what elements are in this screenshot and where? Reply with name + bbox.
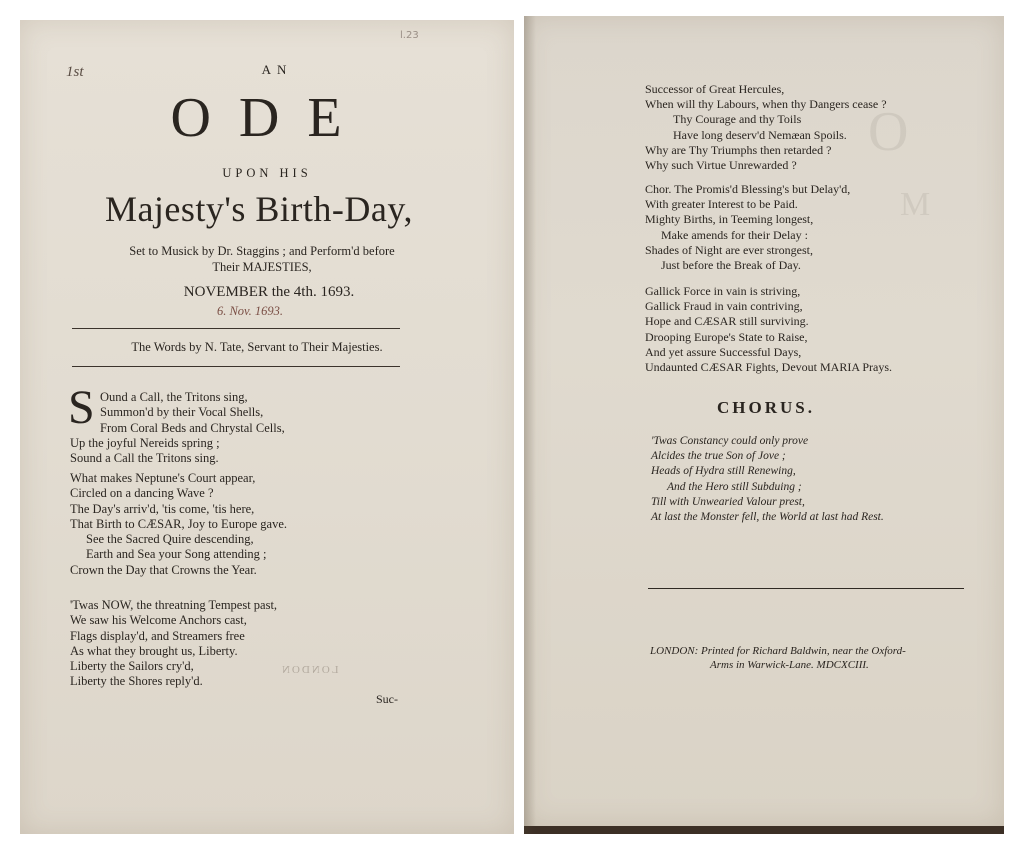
verse-line: And yet assure Successful Days, <box>645 344 802 359</box>
verse-line: Thy Courage and thy Toils <box>673 112 802 127</box>
verse-line: Gallick Fraud in vain contriving, <box>645 299 803 314</box>
right-stanza-2 <box>645 182 850 273</box>
drop-cap: S <box>68 381 95 434</box>
verse-line: Shades of Night are ever strongest, <box>645 242 813 257</box>
bleed-through-majesty: M <box>900 186 933 223</box>
title-upon-his: UPON HIS <box>222 166 312 180</box>
imprint-line-2: Arms in Warwick-Lane. MDCXCIII. <box>710 659 869 671</box>
verse-line: Summon'd by their Vocal Shells, <box>100 405 264 420</box>
verse-line: Just before the Break of Day. <box>661 258 801 273</box>
verse-line: Chor. The Promis'd Blessing's but Delay'd, <box>645 182 851 196</box>
verse-line: Why are Thy Triumphs then retarded ? <box>645 142 832 157</box>
verse-line: Up the joyful Nereids spring ; <box>70 435 220 450</box>
gutter-shadow <box>524 16 536 834</box>
verse-line: With greater Interest to be Paid. <box>645 197 798 212</box>
verse-line: 'Twas NOW, the threatning Tempest past, <box>70 598 278 612</box>
verse-line: We saw his Welcome Anchors cast, <box>70 613 247 628</box>
verse-line: Undaunted CÆSAR Fights, Devout MARIA Prays. <box>645 360 893 375</box>
chorus-stanza <box>651 434 884 525</box>
verse-line: As what they brought us, Liberty. <box>70 643 238 658</box>
title-majestys-birthday: Majesty's Birth-Day, <box>104 189 414 229</box>
verse-line: Successor of Great Hercules, <box>645 82 785 96</box>
words-by-line: The Words by N. Tate, Servant to Their Majesties. <box>131 340 383 354</box>
verse-line: From Coral Beds and Chrystal Cells, <box>100 420 285 435</box>
verse-line: Have long deserv'd Nemæan Spoils. <box>673 127 847 142</box>
verse-line: See the Sacred Quire descending, <box>86 532 254 547</box>
shelf-mark: l.23 <box>400 30 419 41</box>
stanza-3 <box>70 598 277 690</box>
verse-line: Mighty Births, in Teeming longest, <box>645 212 814 227</box>
verse-line: Why such Virtue Unrewarded ? <box>645 158 797 173</box>
verse-line: Ound a Call, the Tritons sing, <box>100 390 248 404</box>
verse-line: 'Twas Constancy could only prove <box>651 435 809 447</box>
verse-line: What makes Neptune's Court appear, <box>70 471 256 485</box>
verse-line: Till with Unwearied Valour prest, <box>651 495 805 508</box>
imprint <box>650 644 970 672</box>
rule-bottom <box>72 366 400 367</box>
verse-line: When will thy Labours, when thy Dangers cease ? <box>645 97 887 112</box>
their-majesties-line: Their MAJESTIES, <box>212 260 312 274</box>
set-to-musick-line: Set to Musick by Dr. Staggins ; and Perform'd before <box>129 244 395 258</box>
verse-line: That Birth to CÆSAR, Joy to Europe gave. <box>70 516 287 531</box>
bleed-through-text: LONDON <box>280 664 339 676</box>
handwritten-date: 6. Nov. 1693. <box>216 304 284 318</box>
stanza-1 <box>70 390 285 466</box>
verse-line: Heads of Hydra still Renewing, <box>651 465 796 478</box>
bleed-through-ode: O <box>868 101 929 163</box>
chorus-heading: CHORUS. <box>717 398 815 417</box>
title-ode: ODE <box>170 87 370 149</box>
rule-imprint <box>648 588 964 589</box>
imprint-line-1: LONDON: Printed for Richard Baldwin, near the Oxford- <box>650 645 906 657</box>
rule-top <box>72 328 400 329</box>
verse-line: Hope and CÆSAR still surviving. <box>645 314 809 329</box>
verse-line: Sound a Call the Tritons sing. <box>70 451 219 466</box>
verse-line: Crown the Day that Crowns the Year. <box>70 562 257 577</box>
handwritten-mark: 1st <box>66 64 84 80</box>
verse-line: Liberty the Shores reply'd. <box>70 674 203 689</box>
title-an: AN <box>261 62 293 77</box>
verse-line: At last the Monster fell, the World at last had Rest. <box>651 511 884 524</box>
right-stanza-1 <box>645 82 887 173</box>
verse-line: Earth and Sea your Song attending ; <box>86 547 267 562</box>
catchword: Suc- <box>376 692 398 706</box>
verse-line: The Day's arriv'd, 'tis come, 'tis here, <box>70 501 255 516</box>
verse-line: And the Hero still Subduing ; <box>667 480 802 493</box>
verse-line: Make amends for their Delay : <box>661 227 808 242</box>
right-stanza-3 <box>645 284 892 375</box>
verse-line: Drooping Europe's State to Raise, <box>645 329 808 344</box>
verse-line: Liberty the Sailors cry'd, <box>70 659 194 674</box>
verse-line: Circled on a dancing Wave ? <box>70 486 214 501</box>
verse-line: Flags display'd, and Streamers free <box>70 628 245 643</box>
verse-line: Alcides the true Son of Jove ; <box>651 450 786 463</box>
verse-line: Gallick Force in vain is striving, <box>645 284 801 298</box>
stanza-2 <box>70 471 287 578</box>
performance-date: NOVEMBER the 4th. 1693. <box>183 284 355 300</box>
